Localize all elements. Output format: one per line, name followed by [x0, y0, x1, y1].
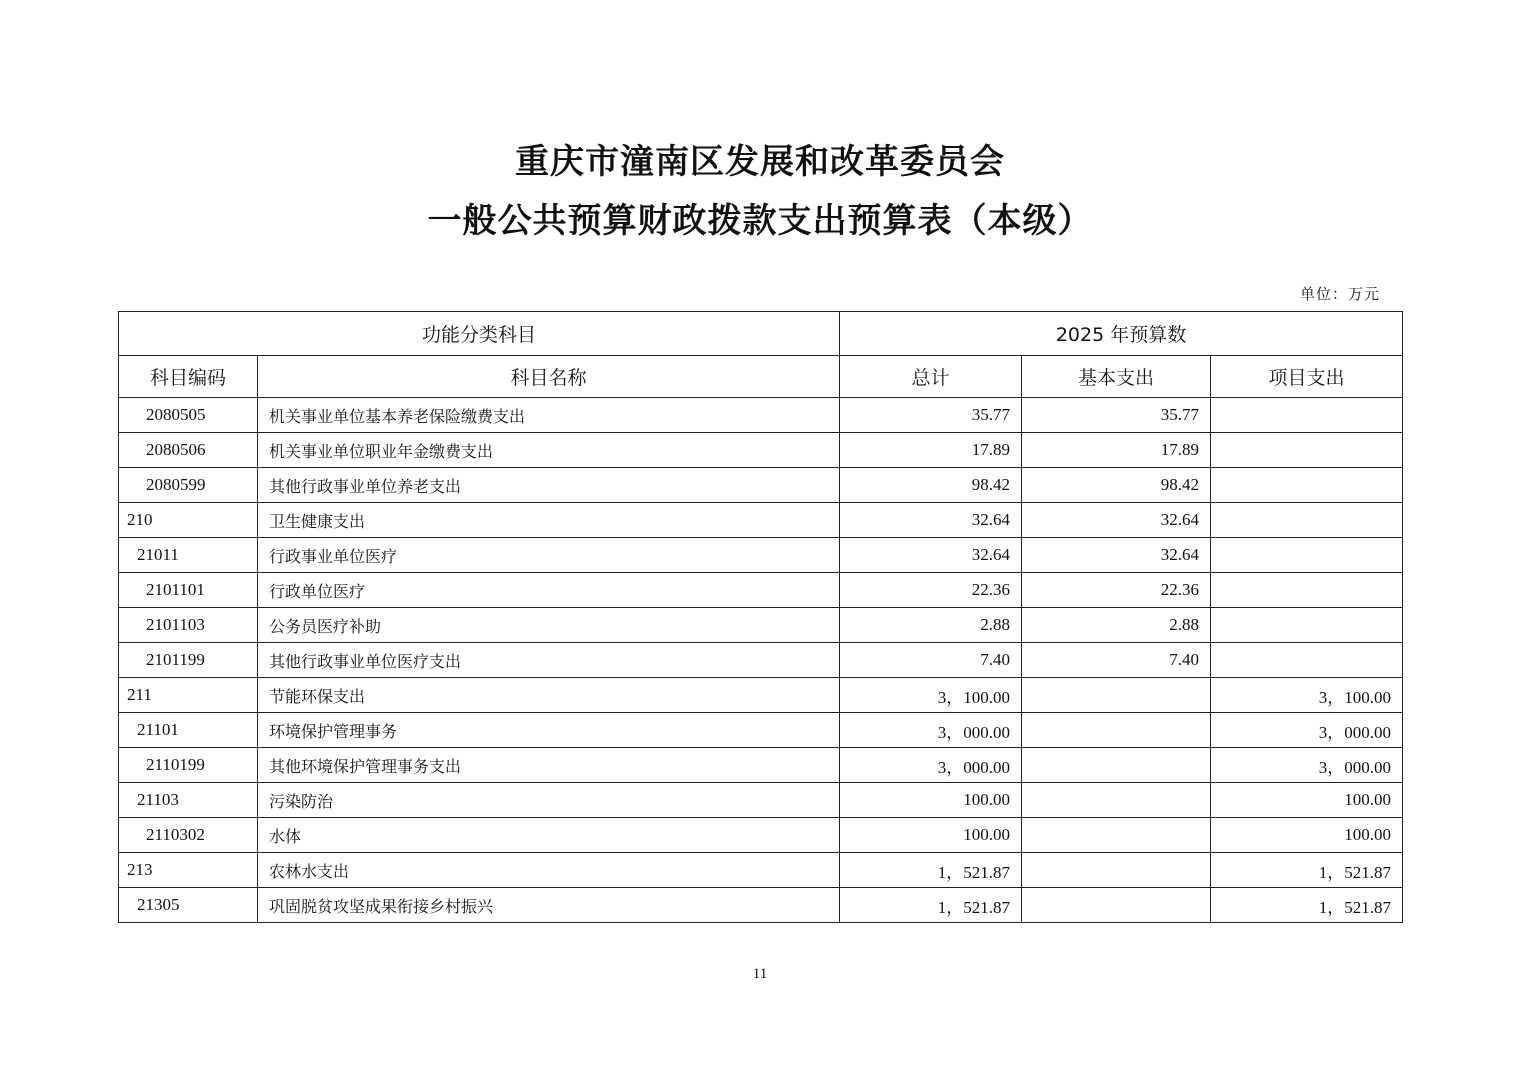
unit-label: 单位：万元: [1300, 285, 1381, 303]
row-code: 21305: [119, 888, 258, 923]
row-code: 2080506: [119, 433, 258, 468]
row-project: 100.00: [1211, 783, 1403, 818]
header-row-group: [119, 312, 1403, 356]
row-project: 1，521.87: [1211, 888, 1403, 923]
row-code: 211: [119, 678, 258, 713]
header-budget-year: 2025 年预算数: [840, 312, 1403, 356]
row-code: 2080505: [119, 398, 258, 433]
row-basic: 2.88: [1022, 608, 1211, 643]
table-row: [119, 853, 1403, 888]
header-basic: 基本支出: [1022, 356, 1211, 398]
row-code: 2110199: [119, 748, 258, 783]
table-row: [119, 713, 1403, 748]
document-title-line-1: 重庆市潼南区发展和改革委员会: [515, 142, 1005, 182]
row-project: 3，100.00: [1211, 678, 1403, 713]
row-total: 1，521.87: [840, 888, 1022, 923]
table-row: [119, 888, 1403, 923]
row-name: 机关事业单位基本养老保险缴费支出: [258, 398, 840, 433]
row-total: 3，100.00: [840, 678, 1022, 713]
row-basic: [1022, 748, 1211, 783]
row-basic: [1022, 678, 1211, 713]
row-project: [1211, 573, 1403, 608]
row-code: 210: [119, 503, 258, 538]
row-total: 3，000.00: [840, 713, 1022, 748]
row-basic: [1022, 783, 1211, 818]
row-code: 21011: [119, 538, 258, 573]
row-total: 98.42: [840, 468, 1022, 503]
row-project: 1，521.87: [1211, 853, 1403, 888]
row-project: [1211, 538, 1403, 573]
header-code: 科目编码: [119, 356, 258, 398]
row-basic: [1022, 713, 1211, 748]
header-total: 总计: [840, 356, 1022, 398]
row-name: 公务员医疗补助: [258, 608, 840, 643]
row-name: 行政单位医疗: [258, 573, 840, 608]
row-basic: [1022, 818, 1211, 853]
row-project: 3，000.00: [1211, 748, 1403, 783]
row-basic: [1022, 853, 1211, 888]
row-total: 100.00: [840, 818, 1022, 853]
row-code: 21103: [119, 783, 258, 818]
row-project: [1211, 608, 1403, 643]
row-code: 2110302: [119, 818, 258, 853]
table-row: [119, 608, 1403, 643]
row-total: 32.64: [840, 538, 1022, 573]
row-basic: 22.36: [1022, 573, 1211, 608]
row-project: 100.00: [1211, 818, 1403, 853]
table-row: [119, 468, 1403, 503]
row-total: 17.89: [840, 433, 1022, 468]
row-project: [1211, 503, 1403, 538]
row-name: 水体: [258, 818, 840, 853]
document-title-line-2: 一般公共预算财政拨款支出预算表（本级）: [427, 201, 1093, 241]
table-row: [119, 783, 1403, 818]
row-project: [1211, 468, 1403, 503]
table-row: [119, 433, 1403, 468]
row-name: 其他行政事业单位养老支出: [258, 468, 840, 503]
row-total: 22.36: [840, 573, 1022, 608]
row-basic: 7.40: [1022, 643, 1211, 678]
row-total: 3，000.00: [840, 748, 1022, 783]
row-total: 35.77: [840, 398, 1022, 433]
row-basic: [1022, 888, 1211, 923]
row-total: 2.88: [840, 608, 1022, 643]
table-row: [119, 538, 1403, 573]
row-basic: 35.77: [1022, 398, 1211, 433]
row-code: 2101199: [119, 643, 258, 678]
row-name: 其他环境保护管理事务支出: [258, 748, 840, 783]
row-project: [1211, 398, 1403, 433]
row-code: 2080599: [119, 468, 258, 503]
table-row: [119, 818, 1403, 853]
row-name: 污染防治: [258, 783, 840, 818]
row-code: 2101103: [119, 608, 258, 643]
row-name: 环境保护管理事务: [258, 713, 840, 748]
table-row: [119, 643, 1403, 678]
row-code: 213: [119, 853, 258, 888]
table-row: [119, 748, 1403, 783]
row-name: 巩固脱贫攻坚成果衔接乡村振兴: [258, 888, 840, 923]
row-basic: 32.64: [1022, 503, 1211, 538]
row-project: 3，000.00: [1211, 713, 1403, 748]
row-total: 7.40: [840, 643, 1022, 678]
header-name: 科目名称: [258, 356, 840, 398]
row-total: 1，521.87: [840, 853, 1022, 888]
table-row: [119, 678, 1403, 713]
table-row: [119, 398, 1403, 433]
row-code: 21101: [119, 713, 258, 748]
row-name: 节能环保支出: [258, 678, 840, 713]
header-project: 项目支出: [1211, 356, 1403, 398]
row-project: [1211, 433, 1403, 468]
row-code: 2101101: [119, 573, 258, 608]
row-name: 机关事业单位职业年金缴费支出: [258, 433, 840, 468]
row-total: 100.00: [840, 783, 1022, 818]
row-name: 卫生健康支出: [258, 503, 840, 538]
row-name: 行政事业单位医疗: [258, 538, 840, 573]
row-basic: 17.89: [1022, 433, 1211, 468]
row-basic: 32.64: [1022, 538, 1211, 573]
header-functional-classification: 功能分类科目: [119, 312, 840, 356]
row-basic: 98.42: [1022, 468, 1211, 503]
row-name: 农林水支出: [258, 853, 840, 888]
row-project: [1211, 643, 1403, 678]
table-row: [119, 573, 1403, 608]
row-name: 其他行政事业单位医疗支出: [258, 643, 840, 678]
row-total: 32.64: [840, 503, 1022, 538]
table-body: [119, 398, 1403, 923]
table-row: [119, 503, 1403, 538]
header-row-columns: [119, 356, 1403, 398]
page-number: 11: [752, 966, 768, 982]
budget-table: [118, 311, 1403, 923]
